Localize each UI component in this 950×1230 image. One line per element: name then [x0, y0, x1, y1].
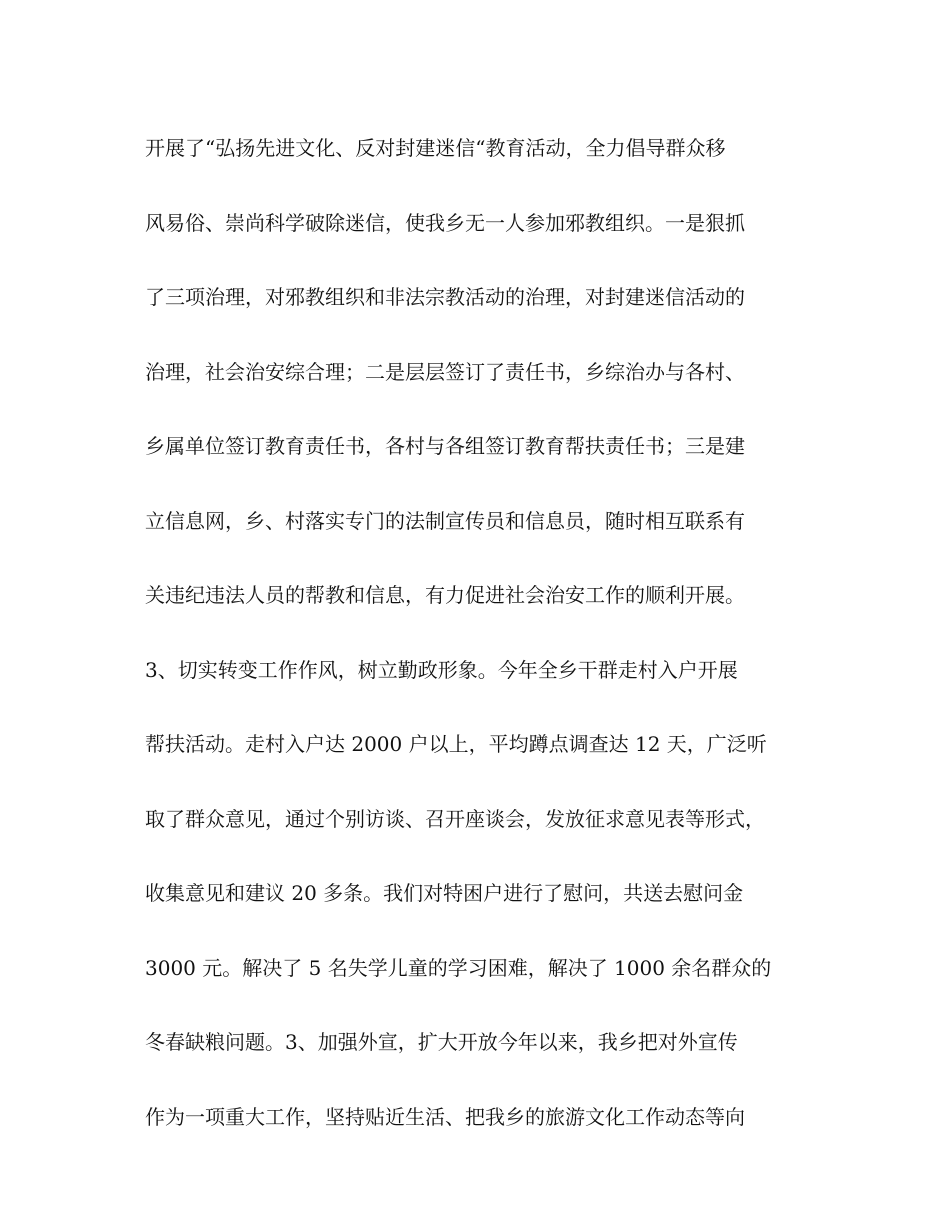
text-line: 立信息网，乡、村落实专门的法制宣传员和信息员，随时相互联系有 [145, 508, 745, 533]
text-line: 关违纪违法人员的帮教和信息，有力促进社会治安工作的顺利开展。 [145, 583, 745, 607]
text-line: 帮扶活动。走村入户达 2000 户以上，平均蹲点调查达 12 天，广泛听 [145, 732, 767, 756]
body-text [145, 124, 825, 1167]
text-line: 了三项治理，对邪教组织和非法宗教活动的治理，对封建迷信活动的 [145, 285, 745, 309]
text-line: 3000 元。解决了 5 名失学儿童的学习困难，解决了 1000 余名群众的 [145, 955, 772, 980]
text-line: 取了群众意见，通过个别访谈、召开座谈会，发放征求意见表等形式， [145, 806, 765, 831]
text-line: 作为一项重大工作，坚持贴近生活、把我乡的旅游文化工作动态等向 [145, 1104, 745, 1129]
text-line: 冬春缺粮问题。3、加强外宣，扩大开放今年以来，我乡把对外宣传 [145, 1030, 738, 1054]
text-line: 治理，社会治安综合理；二是层层签订了责任书，乡综治办与各村、 [145, 359, 745, 384]
text-line: 收集意见和建议 20 多条。我们对特困户进行了慰问，共送去慰问金 [145, 881, 744, 905]
text-line: 3、切实转变工作作风，树立勤政形象。今年全乡干群走村入户开展 [145, 657, 738, 682]
text-line: 开展了“弘扬先进文化、反对封建迷信“教育活动，全力倡导群众移 [145, 136, 726, 160]
text-line: 风易俗、崇尚科学破除迷信，使我乡无一人参加邪教组织。一是狠抓 [145, 210, 745, 235]
text-line: 乡属单位签订教育责任书，各村与各组签订教育帮扶责任书；三是建 [145, 434, 745, 458]
